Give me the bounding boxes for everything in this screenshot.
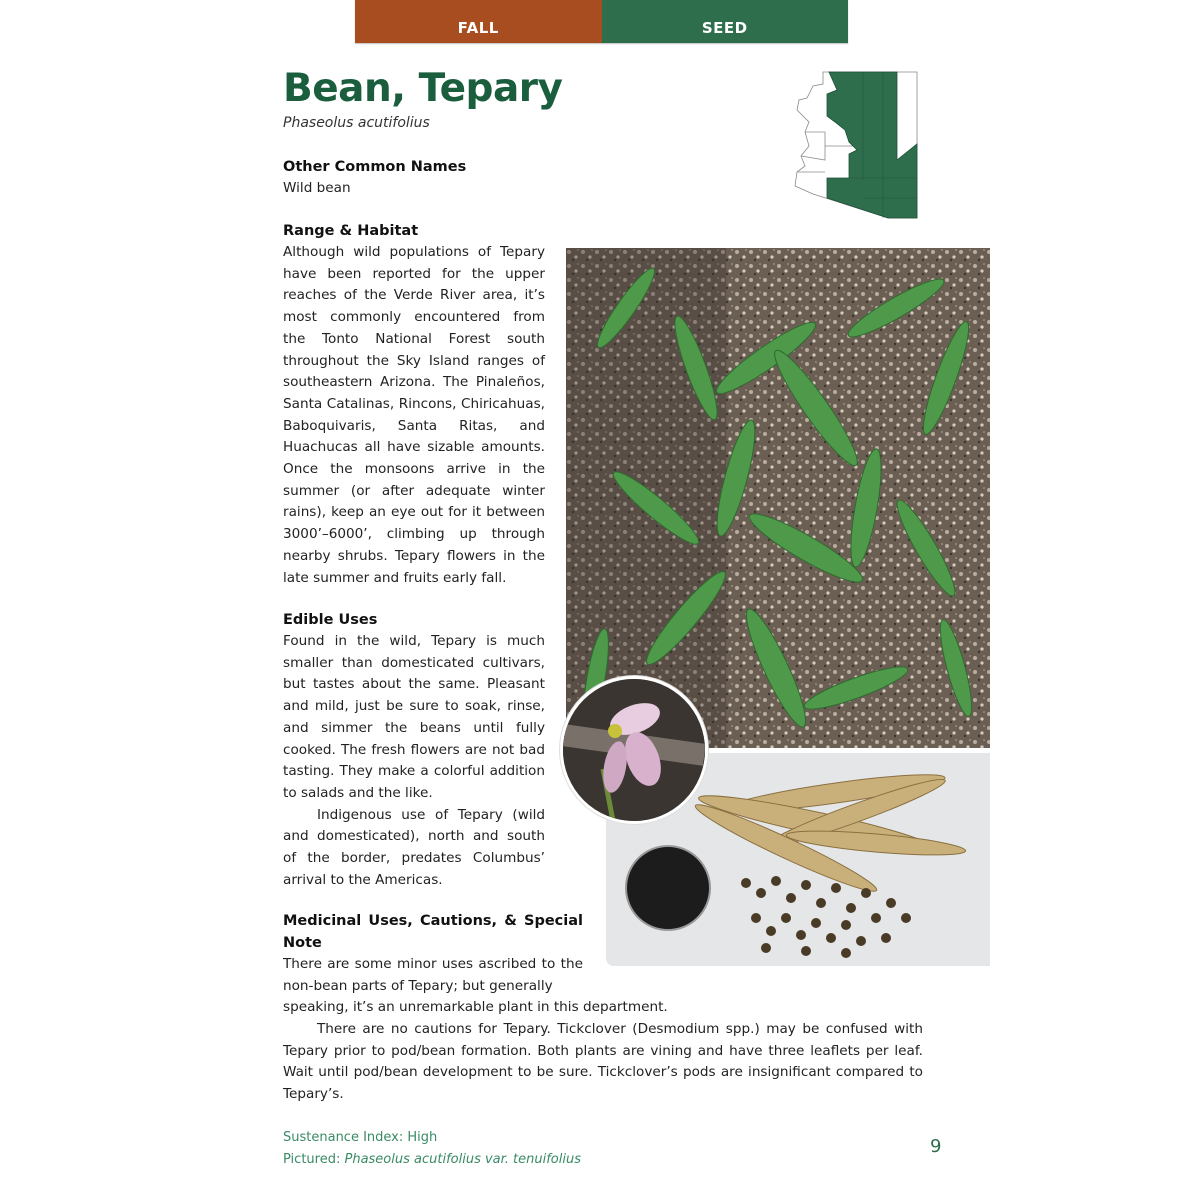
photo-tepary-flower-inset: [560, 676, 708, 824]
section-medicinal: [283, 910, 583, 997]
tab-seed-label: SEED: [701, 19, 748, 37]
section-other-names: [283, 156, 545, 200]
sustenance-index: Sustenance Index: High: [283, 1130, 438, 1145]
season-tab-bar: [355, 0, 848, 43]
section-edible-uses: [283, 609, 545, 891]
medicinal-paragraph-1: There are some minor uses ascribed to the non-bean parts of Tepary; but generally: [283, 956, 583, 994]
edible-uses-paragraph-1: Found in the wild, Tepary is much smaller than domesticated cultivars, but tastes about the same. Pleasant and mild, just be sure to soak, rinse, and simmer the beans until fully cooked. The fresh flowers are not bad tasting. They make a colorful addition to salads and the like.: [283, 633, 545, 801]
pictured-species: Phaseolus acutifolius var. tenuifolius: [344, 1152, 581, 1167]
page-number: 9: [930, 1136, 942, 1157]
other-names-text: Wild bean: [283, 180, 351, 196]
heading-range-habitat: Range & Habitat: [283, 223, 419, 239]
season-tab-fall: [355, 0, 602, 43]
medicinal-paragraph-2: There are no cautions for Tepary. Tickclover (Desmodium spp.) may be confused with Tepary prior to pod/bean formation. Both plants are vining and have three leaflets per leaf. Wait until pod/bean development to be sure. Tickclover’s pods are insignificant compared to Tepary’s.: [283, 1021, 923, 1103]
heading-other-names: Other Common Names: [283, 159, 467, 175]
heading-edible-uses: Edible Uses: [283, 612, 378, 628]
edible-uses-paragraph-2: Indigenous use of Tepary (wild and domesticated), north and south of the border, predates Columbus’ arrival to the Americas.: [283, 806, 545, 888]
medicinal-paragraph-1-cont: speaking, it’s an unremarkable plant in this department.: [283, 999, 668, 1015]
scientific-name: Phaseolus acutifolius: [283, 115, 430, 131]
flower-illustration: [563, 679, 705, 821]
photo-tepary-foliage: [566, 248, 990, 748]
section-range-habitat: [283, 220, 545, 589]
pictured-caption: [283, 1149, 581, 1171]
foliage-illustration: [566, 248, 990, 748]
heading-medicinal: Medicinal Uses, Cautions, & Special Note: [283, 913, 583, 951]
pictured-prefix: Pictured:: [283, 1152, 345, 1167]
tab-fall-label: FALL: [457, 19, 499, 37]
page-title: Bean, Tepary: [283, 66, 563, 111]
page-footer: [283, 1127, 581, 1171]
range-habitat-text: Although wild populations of Tepary have been reported for the upper reaches of the Verde River area, it’s most commonly encountered from the Tonto National Forest south throughout the Sky Island ranges of southeastern Arizona. The Pinaleños, Santa Catalinas, Rincons, Chiricahuas, Baboquivaris, Santa Ritas, and Huachucas all have sizable amounts. Once the monsoons arrive in the summer (or after adequate winter rains), keep an eye out for it between 3000’–6000’, climbing up through nearby shrubs. Tepary flowers in the late summer and fruits early fall.: [283, 244, 545, 586]
arizona-range-map: [793, 70, 919, 222]
part-tab-seed: [602, 0, 849, 43]
